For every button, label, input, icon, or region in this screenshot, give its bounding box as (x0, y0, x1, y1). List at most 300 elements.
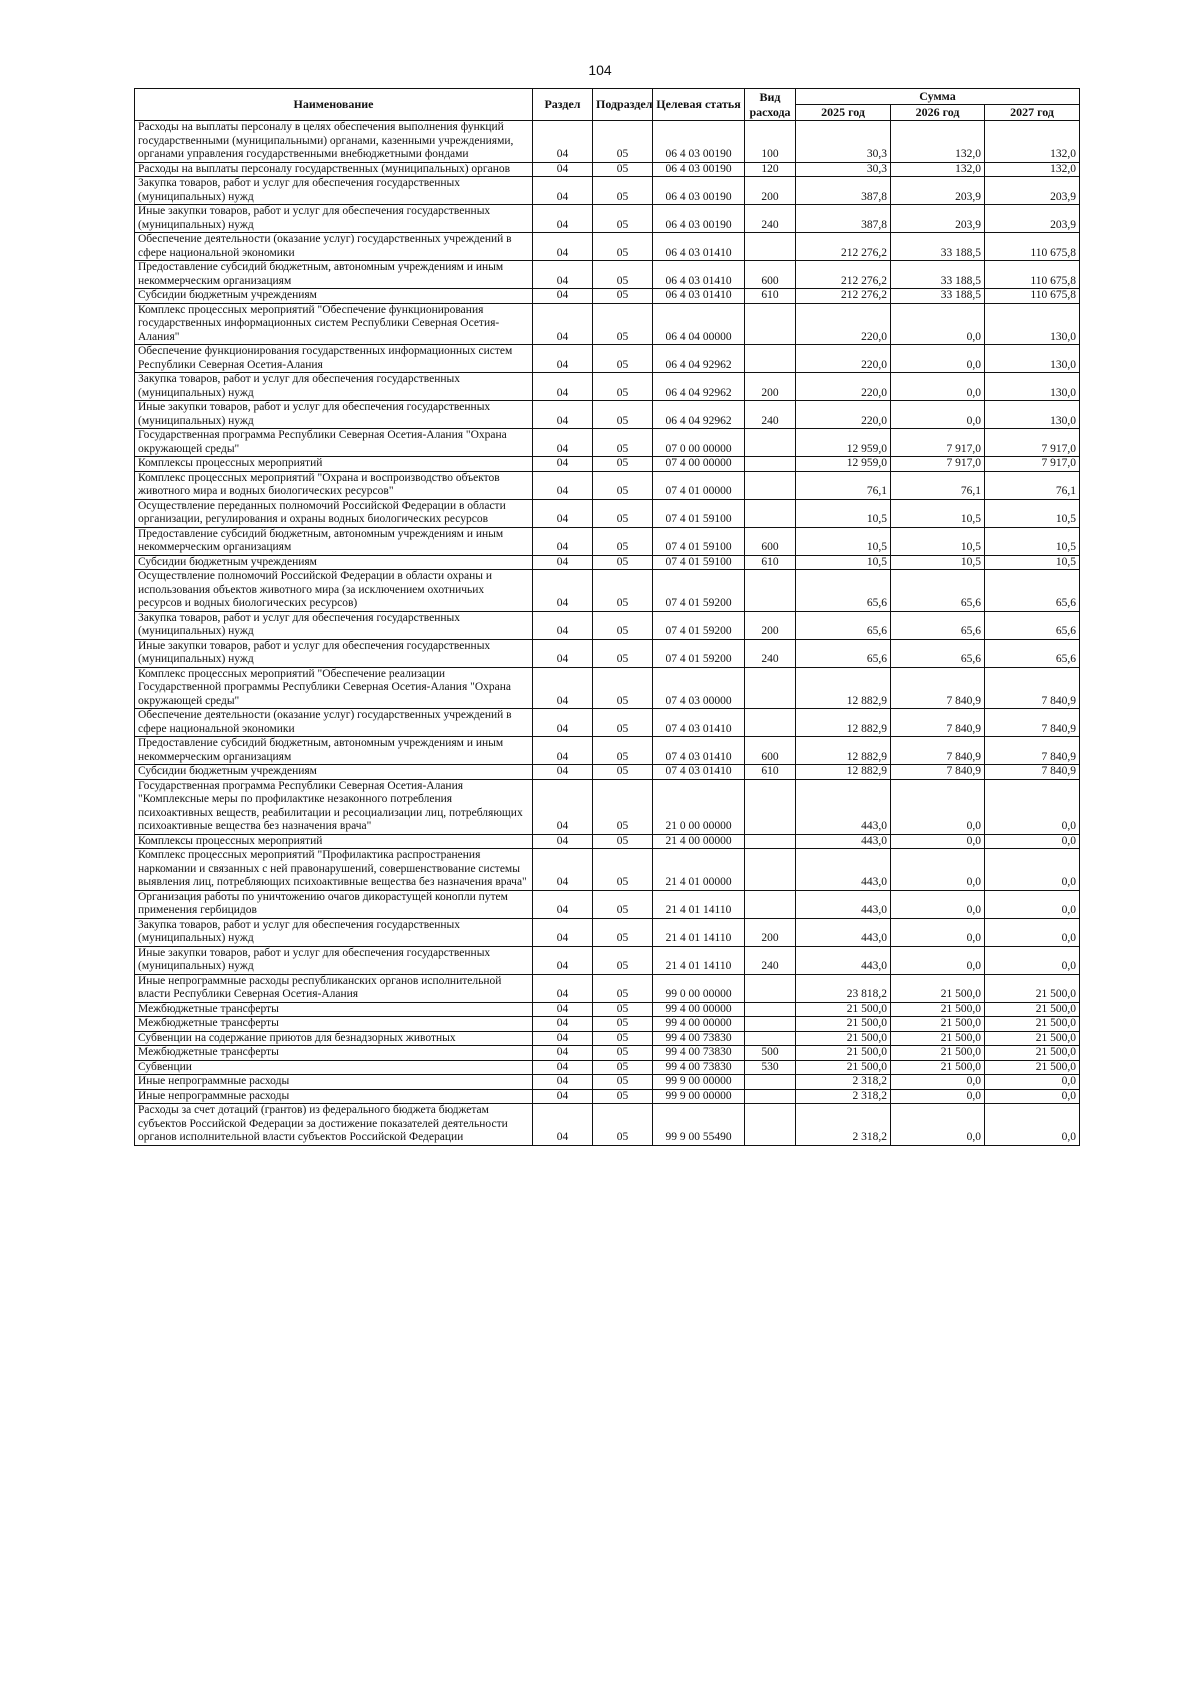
cell-sum-2026: 203,9 (891, 205, 985, 233)
cell-subsection: 05 (593, 946, 653, 974)
cell-subsection: 05 (593, 834, 653, 849)
table-row (135, 499, 1080, 527)
cell-subsection: 05 (593, 1002, 653, 1017)
table-row (135, 737, 1080, 765)
cell-name: Межбюджетные трансферты (135, 1002, 533, 1017)
cell-sum-2027: 21 500,0 (985, 1060, 1080, 1075)
cell-type: 240 (745, 639, 796, 667)
budget-table (134, 88, 1080, 1146)
cell-section: 04 (533, 834, 593, 849)
cell-section: 04 (533, 471, 593, 499)
cell-target: 07 4 03 01410 (653, 709, 745, 737)
cell-sum-2027: 203,9 (985, 177, 1080, 205)
cell-sum-2026: 33 188,5 (891, 233, 985, 261)
header-2026: 2026 год (891, 105, 985, 121)
cell-sum-2026: 0,0 (891, 890, 985, 918)
header-target: Целевая статья (653, 89, 745, 121)
cell-section: 04 (533, 946, 593, 974)
cell-type: 200 (745, 611, 796, 639)
cell-name: Иные закупки товаров, работ и услуг для обеспечения государственных (муниципальных) нужд (135, 639, 533, 667)
table-row (135, 233, 1080, 261)
table-row (135, 667, 1080, 709)
cell-sum-2026: 33 188,5 (891, 289, 985, 304)
cell-target: 21 4 00 00000 (653, 834, 745, 849)
table-row (135, 918, 1080, 946)
cell-name: Иные закупки товаров, работ и услуг для обеспечения государственных (муниципальных) нужд (135, 401, 533, 429)
cell-type (745, 471, 796, 499)
cell-sum-2027: 76,1 (985, 471, 1080, 499)
table-row (135, 570, 1080, 612)
cell-sum-2025: 220,0 (796, 401, 891, 429)
cell-subsection: 05 (593, 890, 653, 918)
cell-sum-2026: 10,5 (891, 499, 985, 527)
cell-sum-2026: 0,0 (891, 1089, 985, 1104)
cell-section: 04 (533, 1089, 593, 1104)
cell-type (745, 667, 796, 709)
table-row (135, 1017, 1080, 1032)
cell-sum-2026: 65,6 (891, 639, 985, 667)
cell-sum-2025: 21 500,0 (796, 1046, 891, 1061)
cell-target: 21 0 00 00000 (653, 779, 745, 834)
table-row (135, 849, 1080, 891)
cell-sum-2025: 220,0 (796, 373, 891, 401)
cell-target: 06 4 04 92962 (653, 373, 745, 401)
cell-sum-2027: 65,6 (985, 639, 1080, 667)
cell-sum-2025: 65,6 (796, 611, 891, 639)
table-row (135, 611, 1080, 639)
cell-subsection: 05 (593, 1060, 653, 1075)
cell-sum-2025: 10,5 (796, 555, 891, 570)
cell-name: Государственная программа Республики Северная Осетия-Алания "Комплексные меры по профилактике незаконного потребления психоактивных веществ, реабилитации и ресоциализации лиц, потребляющих психоактивные вещества без назначения врача" (135, 779, 533, 834)
cell-subsection: 05 (593, 1031, 653, 1046)
cell-section: 04 (533, 499, 593, 527)
cell-sum-2027: 0,0 (985, 918, 1080, 946)
cell-section: 04 (533, 401, 593, 429)
cell-target: 99 9 00 00000 (653, 1089, 745, 1104)
cell-sum-2026: 10,5 (891, 527, 985, 555)
cell-section: 04 (533, 289, 593, 304)
cell-subsection: 05 (593, 779, 653, 834)
cell-target: 07 4 03 01410 (653, 737, 745, 765)
table-row (135, 890, 1080, 918)
page-number: 104 (588, 62, 612, 78)
cell-type: 600 (745, 527, 796, 555)
table-row (135, 974, 1080, 1002)
cell-type: 120 (745, 162, 796, 177)
cell-target: 06 4 04 92962 (653, 345, 745, 373)
cell-section: 04 (533, 1017, 593, 1032)
cell-target: 06 4 03 01410 (653, 289, 745, 304)
cell-sum-2025: 212 276,2 (796, 289, 891, 304)
cell-name: Закупка товаров, работ и услуг для обеспечения государственных (муниципальных) нужд (135, 611, 533, 639)
cell-type (745, 890, 796, 918)
table-row (135, 401, 1080, 429)
cell-subsection: 05 (593, 429, 653, 457)
cell-sum-2027: 0,0 (985, 946, 1080, 974)
cell-section: 04 (533, 890, 593, 918)
cell-sum-2025: 21 500,0 (796, 1002, 891, 1017)
cell-type (745, 1002, 796, 1017)
cell-name: Расходы на выплаты персоналу в целях обеспечения выполнения функций государственными (муниципальными) органами, казенными учреждениями, органами управления государственными внебюджетными фондами (135, 121, 533, 163)
cell-sum-2027: 0,0 (985, 834, 1080, 849)
cell-sum-2027: 7 840,9 (985, 765, 1080, 780)
cell-section: 04 (533, 457, 593, 472)
cell-section: 04 (533, 709, 593, 737)
cell-subsection: 05 (593, 261, 653, 289)
cell-name: Организация работы по уничтожению очагов дикорастущей конопли путем применения гербицидов (135, 890, 533, 918)
cell-target: 07 4 01 59200 (653, 639, 745, 667)
cell-subsection: 05 (593, 471, 653, 499)
table-row (135, 709, 1080, 737)
cell-sum-2026: 7 840,9 (891, 765, 985, 780)
cell-sum-2026: 0,0 (891, 1075, 985, 1090)
cell-sum-2026: 21 500,0 (891, 1031, 985, 1046)
cell-section: 04 (533, 639, 593, 667)
cell-sum-2027: 65,6 (985, 570, 1080, 612)
cell-section: 04 (533, 611, 593, 639)
cell-sum-2026: 0,0 (891, 401, 985, 429)
cell-sum-2026: 0,0 (891, 345, 985, 373)
cell-subsection: 05 (593, 177, 653, 205)
cell-sum-2027: 0,0 (985, 1075, 1080, 1090)
cell-type: 610 (745, 765, 796, 780)
cell-sum-2026: 7 840,9 (891, 667, 985, 709)
cell-sum-2027: 0,0 (985, 890, 1080, 918)
cell-name: Комплексы процессных мероприятий (135, 457, 533, 472)
cell-name: Иные закупки товаров, работ и услуг для обеспечения государственных (муниципальных) нужд (135, 205, 533, 233)
cell-subsection: 05 (593, 611, 653, 639)
cell-sum-2027: 21 500,0 (985, 1017, 1080, 1032)
cell-target: 06 4 04 00000 (653, 303, 745, 345)
cell-subsection: 05 (593, 527, 653, 555)
cell-sum-2025: 10,5 (796, 499, 891, 527)
cell-subsection: 05 (593, 457, 653, 472)
cell-type (745, 1075, 796, 1090)
cell-sum-2027: 65,6 (985, 611, 1080, 639)
cell-sum-2026: 132,0 (891, 121, 985, 163)
cell-target: 06 4 03 00190 (653, 162, 745, 177)
cell-target: 07 4 03 00000 (653, 667, 745, 709)
cell-sum-2027: 130,0 (985, 373, 1080, 401)
cell-type: 600 (745, 261, 796, 289)
table-body (135, 121, 1080, 1146)
cell-sum-2026: 0,0 (891, 946, 985, 974)
cell-sum-2027: 0,0 (985, 779, 1080, 834)
cell-section: 04 (533, 429, 593, 457)
cell-type (745, 849, 796, 891)
cell-type (745, 974, 796, 1002)
cell-sum-2025: 30,3 (796, 162, 891, 177)
cell-sum-2027: 10,5 (985, 527, 1080, 555)
cell-target: 07 4 03 01410 (653, 765, 745, 780)
table-row (135, 471, 1080, 499)
cell-sum-2027: 110 675,8 (985, 289, 1080, 304)
cell-name: Осуществление полномочий Российской Федерации в области охраны и использования объектов животного мира (за исключением охотничьих ресурсов и водных биологических ресурсов) (135, 570, 533, 612)
cell-type: 200 (745, 918, 796, 946)
cell-sum-2025: 2 318,2 (796, 1104, 891, 1146)
cell-sum-2025: 23 818,2 (796, 974, 891, 1002)
cell-name: Осуществление переданных полномочий Российской Федерации в области организации, регулирования и охраны водных биологических ресурсов (135, 499, 533, 527)
cell-subsection: 05 (593, 289, 653, 304)
cell-target: 99 9 00 00000 (653, 1075, 745, 1090)
cell-type (745, 709, 796, 737)
cell-sum-2025: 220,0 (796, 345, 891, 373)
cell-type: 100 (745, 121, 796, 163)
cell-sum-2025: 2 318,2 (796, 1075, 891, 1090)
header-sum: Сумма (796, 89, 1080, 105)
cell-target: 07 4 01 59200 (653, 570, 745, 612)
cell-section: 04 (533, 918, 593, 946)
table-row (135, 177, 1080, 205)
table-row (135, 429, 1080, 457)
cell-section: 04 (533, 303, 593, 345)
table-row (135, 1060, 1080, 1075)
cell-name: Комплекс процессных мероприятий "Обеспечение реализации Государственной программы Республики Северная Осетия-Алания "Охрана окружающей среды" (135, 667, 533, 709)
cell-name: Обеспечение деятельности (оказание услуг) государственных учреждений в сфере национальной экономики (135, 233, 533, 261)
cell-name: Субвенции на содержание приютов для безнадзорных животных (135, 1031, 533, 1046)
cell-subsection: 05 (593, 765, 653, 780)
cell-sum-2025: 21 500,0 (796, 1017, 891, 1032)
cell-sum-2027: 110 675,8 (985, 261, 1080, 289)
cell-name: Закупка товаров, работ и услуг для обеспечения государственных (муниципальных) нужд (135, 177, 533, 205)
cell-sum-2026: 0,0 (891, 373, 985, 401)
cell-name: Обеспечение деятельности (оказание услуг) государственных учреждений в сфере национальной экономики (135, 709, 533, 737)
cell-sum-2027: 7 840,9 (985, 709, 1080, 737)
cell-name: Комплекс процессных мероприятий "Охрана и воспроизводство объектов животного мира и водных биологических ресурсов" (135, 471, 533, 499)
table-row (135, 834, 1080, 849)
cell-section: 04 (533, 527, 593, 555)
table-row (135, 1089, 1080, 1104)
table-row (135, 765, 1080, 780)
cell-type (745, 499, 796, 527)
cell-name: Иные закупки товаров, работ и услуг для обеспечения государственных (муниципальных) нужд (135, 946, 533, 974)
cell-name: Субвенции (135, 1060, 533, 1075)
cell-sum-2025: 212 276,2 (796, 233, 891, 261)
cell-target: 07 4 01 59200 (653, 611, 745, 639)
cell-section: 04 (533, 345, 593, 373)
cell-sum-2026: 33 188,5 (891, 261, 985, 289)
cell-name: Расходы за счет дотаций (грантов) из федерального бюджета бюджетам субъектов Российской Федерации за достижение показателей деятельности органов исполнительной власти субъектов Российской Федерации (135, 1104, 533, 1146)
cell-subsection: 05 (593, 737, 653, 765)
cell-sum-2027: 7 840,9 (985, 667, 1080, 709)
cell-type (745, 303, 796, 345)
cell-type: 200 (745, 177, 796, 205)
table-row (135, 289, 1080, 304)
cell-sum-2025: 76,1 (796, 471, 891, 499)
header-2027: 2027 год (985, 105, 1080, 121)
cell-sum-2025: 2 318,2 (796, 1089, 891, 1104)
cell-sum-2027: 21 500,0 (985, 1002, 1080, 1017)
cell-section: 04 (533, 667, 593, 709)
cell-sum-2027: 7 917,0 (985, 429, 1080, 457)
table-row (135, 373, 1080, 401)
cell-sum-2025: 12 959,0 (796, 457, 891, 472)
cell-sum-2026: 0,0 (891, 779, 985, 834)
cell-name: Межбюджетные трансферты (135, 1017, 533, 1032)
cell-target: 06 4 03 00190 (653, 121, 745, 163)
cell-name: Предоставление субсидий бюджетным, автономным учреждениям и иным некоммерческим организациям (135, 261, 533, 289)
cell-sum-2025: 10,5 (796, 527, 891, 555)
cell-sum-2027: 130,0 (985, 401, 1080, 429)
cell-name: Иные непрограммные расходы (135, 1089, 533, 1104)
cell-name: Комплекс процессных мероприятий "Обеспечение функционирования государственных информационных систем Республики Северная Осетия-Алания" (135, 303, 533, 345)
cell-sum-2027: 0,0 (985, 849, 1080, 891)
cell-sum-2027: 21 500,0 (985, 974, 1080, 1002)
cell-type (745, 1017, 796, 1032)
cell-name: Субсидии бюджетным учреждениям (135, 555, 533, 570)
cell-target: 99 9 00 55490 (653, 1104, 745, 1146)
cell-sum-2025: 12 959,0 (796, 429, 891, 457)
header-type: Вид расхода (745, 89, 796, 121)
cell-subsection: 05 (593, 1104, 653, 1146)
cell-name: Предоставление субсидий бюджетным, автономным учреждениям и иным некоммерческим организациям (135, 737, 533, 765)
cell-sum-2027: 10,5 (985, 555, 1080, 570)
cell-name: Предоставление субсидий бюджетным, автономным учреждениям и иным некоммерческим организациям (135, 527, 533, 555)
cell-sum-2026: 0,0 (891, 834, 985, 849)
cell-subsection: 05 (593, 918, 653, 946)
cell-sum-2026: 7 917,0 (891, 429, 985, 457)
cell-type (745, 345, 796, 373)
cell-type: 530 (745, 1060, 796, 1075)
cell-name: Обеспечение функционирования государственных информационных систем Республики Северная Осетия-Алания (135, 345, 533, 373)
table-row (135, 1075, 1080, 1090)
cell-type: 240 (745, 401, 796, 429)
cell-subsection: 05 (593, 205, 653, 233)
cell-sum-2027: 7 917,0 (985, 457, 1080, 472)
cell-sum-2025: 21 500,0 (796, 1031, 891, 1046)
cell-sum-2026: 21 500,0 (891, 1046, 985, 1061)
cell-sum-2026: 0,0 (891, 303, 985, 345)
cell-section: 04 (533, 261, 593, 289)
cell-target: 21 4 01 14110 (653, 918, 745, 946)
cell-type (745, 457, 796, 472)
cell-target: 21 4 01 14110 (653, 946, 745, 974)
cell-sum-2027: 0,0 (985, 1089, 1080, 1104)
cell-sum-2026: 65,6 (891, 570, 985, 612)
cell-type: 600 (745, 737, 796, 765)
cell-sum-2026: 21 500,0 (891, 1002, 985, 1017)
cell-subsection: 05 (593, 373, 653, 401)
cell-target: 06 4 03 00190 (653, 177, 745, 205)
cell-sum-2026: 0,0 (891, 1104, 985, 1146)
cell-subsection: 05 (593, 639, 653, 667)
cell-sum-2025: 220,0 (796, 303, 891, 345)
table-row (135, 162, 1080, 177)
cell-sum-2025: 65,6 (796, 639, 891, 667)
cell-section: 04 (533, 737, 593, 765)
cell-subsection: 05 (593, 162, 653, 177)
cell-sum-2025: 12 882,9 (796, 737, 891, 765)
cell-sum-2027: 21 500,0 (985, 1031, 1080, 1046)
cell-target: 06 4 03 00190 (653, 205, 745, 233)
cell-target: 99 0 00 00000 (653, 974, 745, 1002)
cell-section: 04 (533, 162, 593, 177)
table-row (135, 457, 1080, 472)
cell-type (745, 233, 796, 261)
cell-target: 07 0 00 00000 (653, 429, 745, 457)
cell-section: 04 (533, 1075, 593, 1090)
cell-target: 07 4 01 00000 (653, 471, 745, 499)
cell-sum-2026: 7 840,9 (891, 737, 985, 765)
cell-name: Субсидии бюджетным учреждениям (135, 765, 533, 780)
cell-target: 99 4 00 73830 (653, 1046, 745, 1061)
cell-section: 04 (533, 570, 593, 612)
table-row (135, 639, 1080, 667)
cell-section: 04 (533, 373, 593, 401)
cell-section: 04 (533, 205, 593, 233)
cell-subsection: 05 (593, 849, 653, 891)
cell-sum-2027: 10,5 (985, 499, 1080, 527)
cell-sum-2025: 443,0 (796, 779, 891, 834)
cell-target: 07 4 01 59100 (653, 555, 745, 570)
table-row (135, 527, 1080, 555)
cell-type (745, 429, 796, 457)
cell-sum-2025: 12 882,9 (796, 667, 891, 709)
cell-sum-2027: 130,0 (985, 345, 1080, 373)
cell-section: 04 (533, 765, 593, 780)
cell-section: 04 (533, 1031, 593, 1046)
cell-sum-2025: 387,8 (796, 177, 891, 205)
cell-name: Закупка товаров, работ и услуг для обеспечения государственных (муниципальных) нужд (135, 373, 533, 401)
cell-subsection: 05 (593, 303, 653, 345)
cell-subsection: 05 (593, 401, 653, 429)
cell-type (745, 779, 796, 834)
cell-sum-2027: 7 840,9 (985, 737, 1080, 765)
cell-type (745, 1031, 796, 1046)
cell-target: 99 4 00 73830 (653, 1060, 745, 1075)
cell-subsection: 05 (593, 1075, 653, 1090)
cell-section: 04 (533, 121, 593, 163)
cell-sum-2026: 132,0 (891, 162, 985, 177)
cell-section: 04 (533, 1060, 593, 1075)
table-row (135, 121, 1080, 163)
cell-sum-2027: 130,0 (985, 303, 1080, 345)
cell-subsection: 05 (593, 1046, 653, 1061)
cell-type: 240 (745, 946, 796, 974)
cell-target: 07 4 00 00000 (653, 457, 745, 472)
cell-section: 04 (533, 1046, 593, 1061)
cell-subsection: 05 (593, 1017, 653, 1032)
cell-type: 200 (745, 373, 796, 401)
header-2025: 2025 год (796, 105, 891, 121)
cell-sum-2025: 212 276,2 (796, 261, 891, 289)
cell-sum-2025: 443,0 (796, 946, 891, 974)
cell-sum-2026: 21 500,0 (891, 974, 985, 1002)
cell-subsection: 05 (593, 1089, 653, 1104)
cell-target: 07 4 01 59100 (653, 527, 745, 555)
header-section: Раздел (533, 89, 593, 121)
cell-target: 99 4 00 00000 (653, 1017, 745, 1032)
cell-type (745, 1089, 796, 1104)
cell-sum-2026: 203,9 (891, 177, 985, 205)
cell-section: 04 (533, 1104, 593, 1146)
cell-name: Иные непрограммные расходы (135, 1075, 533, 1090)
header-subsection: Подраздел (593, 89, 653, 121)
cell-sum-2027: 0,0 (985, 1104, 1080, 1146)
cell-type: 610 (745, 289, 796, 304)
cell-section: 04 (533, 1002, 593, 1017)
cell-name: Комплекс процессных мероприятий "Профилактика распространения наркомании и связанных с ней правонарушений, совершенствование системы выявления лиц, потребляющих психоактивные вещества без назначения врача" (135, 849, 533, 891)
cell-target: 06 4 03 01410 (653, 261, 745, 289)
cell-subsection: 05 (593, 974, 653, 1002)
cell-sum-2027: 21 500,0 (985, 1046, 1080, 1061)
table-row (135, 205, 1080, 233)
cell-name: Иные непрограммные расходы республиканских органов исполнительной власти Республики Северная Осетия-Алания (135, 974, 533, 1002)
cell-sum-2026: 21 500,0 (891, 1017, 985, 1032)
cell-sum-2025: 12 882,9 (796, 765, 891, 780)
cell-target: 21 4 01 14110 (653, 890, 745, 918)
cell-type: 500 (745, 1046, 796, 1061)
